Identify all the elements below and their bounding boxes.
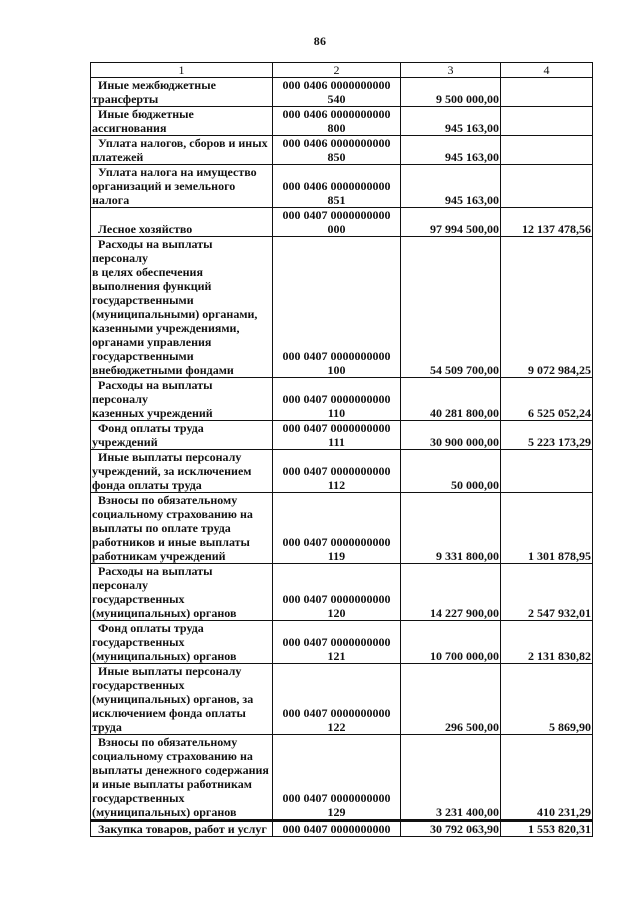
table-header-row xyxy=(91,63,593,78)
table-row xyxy=(91,664,593,735)
budget-code: 000 0407 0000000000 xyxy=(273,821,401,837)
budget-code: 000 0407 0000000000 112 xyxy=(273,450,401,493)
planned-amount: 945 163,00 xyxy=(401,107,501,136)
planned-amount: 50 000,00 xyxy=(401,450,501,493)
expense-name: Взносы по обязательному социальному страхованию на выплаты денежного содержания и иные выплаты работникам государственных (муниципальных) органов xyxy=(91,735,273,821)
budget-code: 000 0407 0000000000 129 xyxy=(273,735,401,821)
planned-amount: 97 994 500,00 xyxy=(401,208,501,237)
expense-name: Закупка товаров, работ и услуг xyxy=(91,821,273,837)
table-row xyxy=(91,237,593,378)
planned-amount: 40 281 800,00 xyxy=(401,378,501,421)
executed-amount: 2 547 932,01 xyxy=(501,564,593,621)
planned-amount: 945 163,00 xyxy=(401,165,501,208)
budget-code: 000 0407 0000000000 111 xyxy=(273,421,401,450)
executed-amount xyxy=(501,136,593,165)
expense-name: Уплата налогов, сборов и иных платежей xyxy=(91,136,273,165)
executed-amount: 1 553 820,31 xyxy=(501,821,593,837)
table-row xyxy=(91,735,593,821)
table-row xyxy=(91,421,593,450)
table-row xyxy=(91,378,593,421)
expense-name: Расходы на выплаты персоналу казенных учреждений xyxy=(91,378,273,421)
budget-code: 000 0406 0000000000 800 xyxy=(273,107,401,136)
budget-code: 000 0406 0000000000 850 xyxy=(273,136,401,165)
table-row xyxy=(91,208,593,237)
budget-code: 000 0406 0000000000 540 xyxy=(273,78,401,107)
expense-name: Фонд оплаты труда государственных (муниципальных) органов xyxy=(91,621,273,664)
planned-amount: 30 792 063,90 xyxy=(401,821,501,837)
expense-name: Взносы по обязательному социальному страхованию на выплаты по оплате труда работников и иные выплаты работникам учреждений xyxy=(91,493,273,564)
budget-code: 000 0407 0000000000 000 xyxy=(273,208,401,237)
planned-amount: 54 509 700,00 xyxy=(401,237,501,378)
page-number: 86 xyxy=(313,34,327,48)
expense-name: Расходы на выплаты персоналу в целях обеспечения выполнения функций государственными (муниципальными) органами, казенными учреждениями, органами управления государственными внебюджетными фондами xyxy=(91,237,273,378)
executed-amount: 1 301 878,95 xyxy=(501,493,593,564)
executed-amount: 12 137 478,56 xyxy=(501,208,593,237)
executed-amount xyxy=(501,165,593,208)
executed-amount: 5 869,90 xyxy=(501,664,593,735)
column-header: 1 xyxy=(91,63,273,78)
executed-amount: 5 223 173,29 xyxy=(501,421,593,450)
planned-amount: 3 231 400,00 xyxy=(401,735,501,821)
table-row xyxy=(91,621,593,664)
planned-amount: 296 500,00 xyxy=(401,664,501,735)
table-row xyxy=(91,78,593,107)
executed-amount: 410 231,29 xyxy=(501,735,593,821)
planned-amount: 9 331 800,00 xyxy=(401,493,501,564)
planned-amount: 9 500 000,00 xyxy=(401,78,501,107)
planned-amount: 945 163,00 xyxy=(401,136,501,165)
planned-amount: 14 227 900,00 xyxy=(401,564,501,621)
column-header: 2 xyxy=(273,63,401,78)
expense-name: Лесное хозяйство xyxy=(91,208,273,237)
table-row xyxy=(91,136,593,165)
table-row xyxy=(91,564,593,621)
expense-name: Расходы на выплаты персоналу государственных (муниципальных) органов xyxy=(91,564,273,621)
table-row xyxy=(91,821,593,837)
executed-amount: 9 072 984,25 xyxy=(501,237,593,378)
executed-amount xyxy=(501,78,593,107)
executed-amount xyxy=(501,107,593,136)
table-row xyxy=(91,165,593,208)
expense-name: Иные выплаты персоналу государственных (муниципальных) органов, за исключением фонда оплаты труда xyxy=(91,664,273,735)
budget-code: 000 0407 0000000000 121 xyxy=(273,621,401,664)
executed-amount: 6 525 052,24 xyxy=(501,378,593,421)
table-row xyxy=(91,450,593,493)
planned-amount: 10 700 000,00 xyxy=(401,621,501,664)
budget-code: 000 0407 0000000000 120 xyxy=(273,564,401,621)
expense-name: Фонд оплаты труда учреждений xyxy=(91,421,273,450)
budget-code: 000 0407 0000000000 110 xyxy=(273,378,401,421)
expense-name: Уплата налога на имущество организаций и земельного налога xyxy=(91,165,273,208)
budget-code: 000 0407 0000000000 122 xyxy=(273,664,401,735)
budget-code: 000 0406 0000000000 851 xyxy=(273,165,401,208)
budget-code: 000 0407 0000000000 100 xyxy=(273,237,401,378)
column-header: 3 xyxy=(401,63,501,78)
executed-amount xyxy=(501,450,593,493)
column-header: 4 xyxy=(501,63,593,78)
expense-name: Иные бюджетные ассигнования xyxy=(91,107,273,136)
table-row xyxy=(91,107,593,136)
table-row xyxy=(91,493,593,564)
budget-code: 000 0407 0000000000 119 xyxy=(273,493,401,564)
expense-name: Иные межбюджетные трансферты xyxy=(91,78,273,107)
budget-table xyxy=(90,62,593,837)
planned-amount: 30 900 000,00 xyxy=(401,421,501,450)
expense-name: Иные выплаты персоналу учреждений, за исключением фонда оплаты труда xyxy=(91,450,273,493)
executed-amount: 2 131 830,82 xyxy=(501,621,593,664)
